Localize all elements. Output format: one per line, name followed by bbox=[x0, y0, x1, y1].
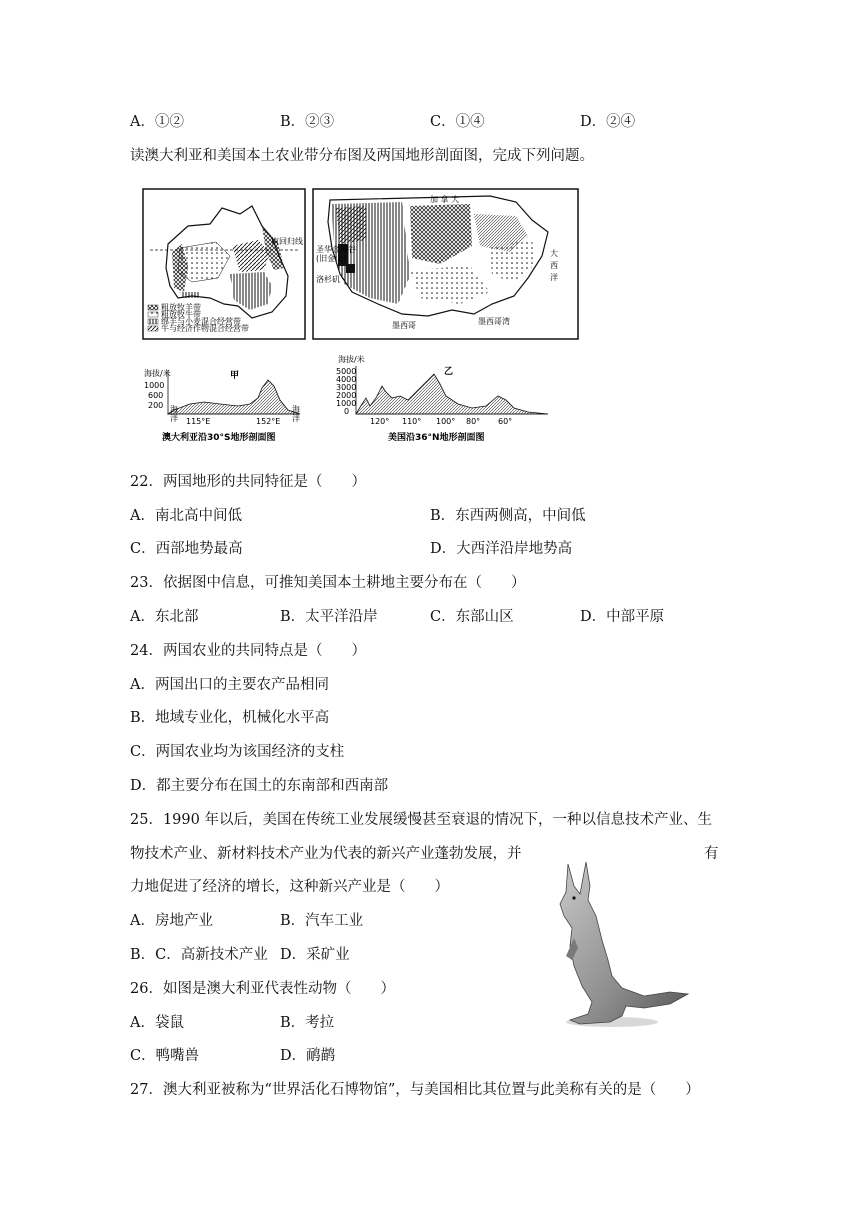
la-label: 洛杉矶 bbox=[316, 275, 340, 284]
q25-option-c: B．C．高新技术产业 bbox=[130, 947, 268, 963]
usa-ytick-2: 3000 bbox=[336, 383, 357, 392]
aus-profile-ylabel: 海拔/米 bbox=[144, 369, 171, 378]
usa-ytick-5: 0 bbox=[344, 407, 350, 416]
aus-legend-3: 牛与经济作物混合经营带 bbox=[161, 324, 249, 333]
aus-xtick-1: 152°E bbox=[256, 417, 281, 426]
q23-option-b: B．太平洋沿岸 bbox=[280, 609, 378, 625]
sierra-label: 圣华金河谷(旧金山) bbox=[316, 245, 356, 263]
q26-option-a: A．袋鼠 bbox=[130, 1015, 184, 1031]
aus-left-sea: 海洋 bbox=[170, 405, 178, 423]
australia-map bbox=[143, 189, 305, 339]
aus-ytick-2: 200 bbox=[148, 401, 164, 410]
q22-option-d: D．大西洋沿岸地势高 bbox=[430, 541, 573, 557]
agri-figure-svg bbox=[140, 186, 580, 444]
agri-figure bbox=[140, 186, 580, 444]
kangaroo-image bbox=[552, 856, 692, 1031]
q21-option-d: D．②④ bbox=[580, 114, 636, 130]
aus-profile bbox=[144, 368, 300, 443]
usa-ytick-1: 4000 bbox=[336, 375, 357, 384]
q25-line2b: 有 bbox=[704, 846, 719, 862]
usa-profile-mark: 乙 bbox=[444, 367, 454, 377]
aus-ytick-1: 600 bbox=[148, 391, 164, 400]
usa-xtick-1: 110° bbox=[402, 417, 422, 426]
usa-map bbox=[313, 189, 578, 339]
q23-stem: 23．依据图中信息，可推知美国本土耕地主要分布在（ ） bbox=[130, 575, 526, 591]
q26-option-b: B．考拉 bbox=[280, 1015, 335, 1031]
q21-option-c: C．①④ bbox=[430, 114, 485, 130]
q25-line1: 25．1990 年以后，美国在传统工业发展缓慢甚至衰退的情况下，一种以信息技术产业、生 bbox=[130, 812, 712, 828]
gulf-label: 墨西哥湾 bbox=[478, 317, 510, 326]
q23-option-a: A．东北部 bbox=[130, 609, 199, 625]
usa-ytick-3: 2000 bbox=[336, 391, 357, 400]
q21-option-a: A．①② bbox=[130, 114, 184, 130]
tropic-label: 南回归线 bbox=[271, 237, 303, 246]
q25-line2a: 物技术产业、新材料技术产业为代表的新兴产业蓬勃发展，并 bbox=[130, 846, 522, 862]
q21-option-b: B．②③ bbox=[280, 114, 335, 130]
atlantic-label: 大西洋 bbox=[550, 249, 558, 282]
kangaroo-svg bbox=[552, 856, 692, 1031]
aus-right-sea: 海洋 bbox=[292, 405, 300, 423]
q22-option-c: C．西部地势最高 bbox=[130, 541, 243, 557]
usa-xtick-2: 100° bbox=[436, 417, 456, 426]
q26-option-d: D．鸸鹋 bbox=[280, 1048, 336, 1064]
q25-option-d: D．采矿业 bbox=[280, 947, 350, 963]
aus-profile-caption: 澳大利亚沿30°S地形剖面图 bbox=[162, 433, 276, 443]
aus-xtick-0: 115°E bbox=[186, 417, 211, 426]
aus-legend-0: 粗放牧羊带 bbox=[161, 303, 201, 312]
q26-option-c: C．鸭嘴兽 bbox=[130, 1048, 200, 1064]
usa-ytick-0: 5000 bbox=[336, 367, 357, 376]
usa-profile-ylabel: 海拔/米 bbox=[338, 355, 365, 364]
intro-text: 读澳大利亚和美国本土农业带分布图及两国地形剖面图，完成下列问题。 bbox=[130, 148, 594, 164]
q25-option-a: A．房地产业 bbox=[130, 913, 213, 929]
q25-line3: 力地促进了经济的增长，这种新兴产业是（ ） bbox=[130, 879, 449, 895]
q25-option-b: B．汽车工业 bbox=[280, 913, 364, 929]
aus-legend-2: 绵羊与小麦混合经营带 bbox=[161, 317, 241, 326]
q27-stem: 27．澳大利亚被称为“世界活化石博物馆”，与美国相比其位置与此美称有关的是（ ） bbox=[130, 1082, 700, 1098]
q24-option-d: D．都主要分布在国土的东南部和西南部 bbox=[130, 778, 389, 794]
usa-xtick-3: 80° bbox=[466, 417, 481, 426]
q22-stem: 22．两国地形的共同特征是（ ） bbox=[130, 474, 366, 490]
q24-option-a: A．两国出口的主要农产品相同 bbox=[130, 677, 329, 693]
aus-ytick-0: 1000 bbox=[144, 381, 165, 390]
usa-ytick-4: 1000 bbox=[336, 399, 357, 408]
usa-xtick-4: 60° bbox=[498, 417, 513, 426]
usa-profile-caption: 美国沿36°N地形剖面图 bbox=[388, 433, 485, 443]
aus-profile-mark: 甲 bbox=[230, 371, 240, 381]
q24-option-b: B．地域专业化，机械化水平高 bbox=[130, 710, 330, 726]
usa-xtick-0: 120° bbox=[370, 417, 390, 426]
q23-option-c: C．东部山区 bbox=[430, 609, 514, 625]
q24-stem: 24．两国农业的共同特点是（ ） bbox=[130, 643, 366, 659]
q24-option-c: C．两国农业均为该国经济的支柱 bbox=[130, 744, 345, 760]
aus-legend-1: 粗放牧牛带 bbox=[161, 310, 201, 319]
q22-option-b: B．东西两侧高，中间低 bbox=[430, 508, 586, 524]
canada-label: 加 拿 大 bbox=[430, 195, 460, 204]
mexico-label: 墨西哥 bbox=[392, 321, 416, 330]
q26-stem: 26．如图是澳大利亚代表性动物（ ） bbox=[130, 981, 395, 997]
q23-option-d: D．中部平原 bbox=[580, 609, 665, 625]
usa-profile bbox=[336, 354, 548, 443]
q22-option-a: A．南北高中间低 bbox=[130, 508, 242, 524]
